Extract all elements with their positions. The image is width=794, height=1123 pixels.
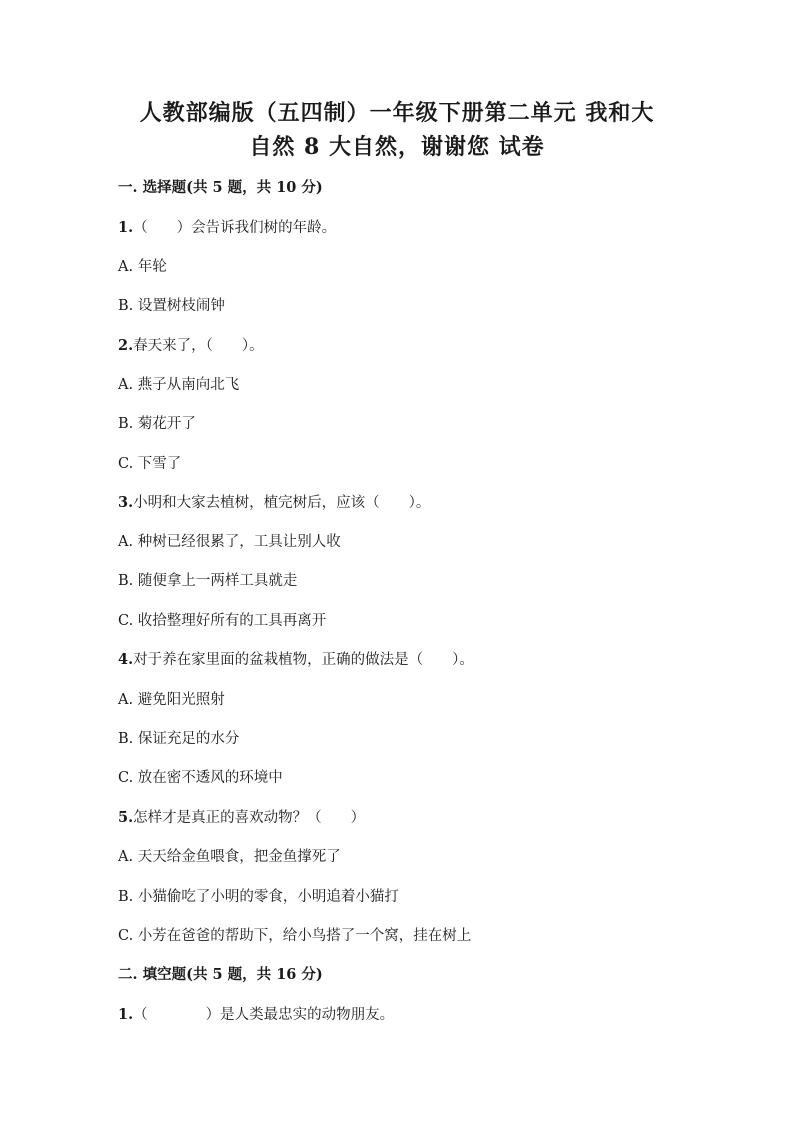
question-3-option-c: C. 收拾整理好所有的工具再离开	[118, 613, 327, 629]
question-text: 春天来了，（ ）。	[133, 338, 264, 354]
question-5-option-a: A. 天天给金鱼喂食，把金鱼撑死了	[118, 849, 341, 865]
question-2	[118, 336, 264, 356]
question-number: 2.	[118, 337, 134, 354]
question-2-option-a: A. 燕子从南向北飞	[118, 377, 240, 393]
question-4-option-c: C. 放在密不透风的环境中	[118, 770, 283, 786]
question-5	[118, 808, 365, 828]
question-number: 1.	[118, 1006, 134, 1023]
question-number: 5.	[118, 809, 134, 826]
question-number: 3.	[118, 494, 134, 511]
question-3-option-a: A. 种树已经很累了，工具让别人收	[118, 534, 341, 550]
question-1	[118, 218, 336, 238]
page-title-line-2: 自然 8 大自然，谢谢您 试卷	[249, 134, 545, 160]
question-4-option-a: A. 避免阳光照射	[118, 692, 225, 708]
section-heading-fill-in: 二. 填空题(共 5 题，共 16 分)	[118, 966, 323, 983]
question-text: （ ）是人类最忠实的动物朋友。	[133, 1007, 395, 1023]
question-text: 小明和大家去植树，植完树后，应该（ ）。	[133, 495, 431, 511]
question-5-option-c: C. 小芳在爸爸的帮助下，给小鸟搭了一个窝，挂在树上	[118, 928, 472, 944]
question-text: 对于养在家里面的盆栽植物，正确的做法是（ ）。	[133, 652, 474, 668]
question-5-option-b: B. 小猫偷吃了小明的零食，小明追着小猫打	[118, 889, 399, 905]
question-3-option-b: B. 随便拿上一两样工具就走	[118, 573, 298, 589]
question-number: 1.	[118, 219, 134, 236]
question-text: （ ）会告诉我们树的年龄。	[133, 220, 337, 236]
question-text: 怎样才是真正的喜欢动物？（ ）	[133, 810, 366, 826]
question-1-option-a: A. 年轮	[118, 259, 167, 275]
question-4	[118, 650, 474, 670]
question-number: 4.	[118, 651, 134, 668]
question-2-option-b: B. 菊花开了	[118, 416, 196, 432]
question-2-option-c: C. 下雪了	[118, 456, 182, 472]
fill-question-1	[118, 1005, 394, 1025]
question-1-option-b: B. 设置树枝闹钟	[118, 298, 225, 314]
question-3	[118, 493, 430, 513]
page-title-line-1: 人教部编版（五四制）一年级下册第二单元 我和大	[139, 100, 655, 126]
section-heading-choice: 一. 选择题(共 5 题，共 10 分)	[118, 179, 323, 196]
question-4-option-b: B. 保证充足的水分	[118, 731, 240, 747]
